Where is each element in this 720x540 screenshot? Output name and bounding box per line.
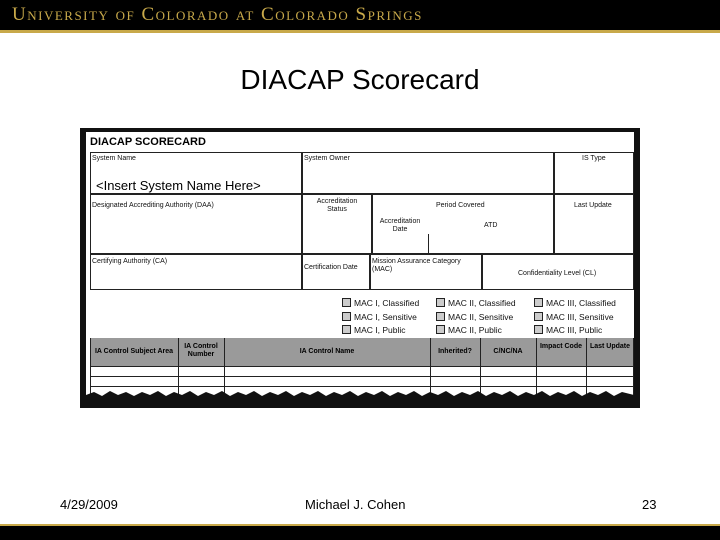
footer-author: Michael J. Cohen xyxy=(305,497,406,512)
header-last-update: Last Update xyxy=(589,343,631,350)
atd-label: ATD xyxy=(484,222,498,229)
header-impact-code: Impact Code xyxy=(539,343,582,350)
university-banner xyxy=(0,0,720,33)
banner-text: University of Colorado at Colorado Springs xyxy=(12,4,423,25)
table-divider xyxy=(430,338,431,398)
mac-option: MAC III, Classified xyxy=(534,298,616,308)
table-divider xyxy=(178,338,179,398)
checkbox-icon xyxy=(534,298,543,307)
confidentiality-label: Confidentiality Level (CL) xyxy=(518,270,597,277)
is-type-label: IS Type xyxy=(582,155,606,162)
mac-label: Mission Assurance Category (MAC) xyxy=(372,258,461,273)
system-owner-label: System Owner xyxy=(304,155,350,162)
footer-bar xyxy=(0,524,720,540)
table-divider xyxy=(633,338,634,398)
period-covered-label: Period Covered xyxy=(436,202,485,209)
checkbox-icon xyxy=(342,298,351,307)
header-subject-area: IA Control Subject Area xyxy=(94,348,174,355)
table-divider xyxy=(90,338,91,398)
mac-option: MAC III, Public xyxy=(534,325,602,335)
header-control-number: IA Control Number xyxy=(184,343,218,358)
mac-option: MAC II, Public xyxy=(436,325,502,335)
system-name-value: <Insert System Name Here> xyxy=(96,178,261,193)
form-title: DIACAP SCORECARD xyxy=(90,136,206,148)
header-control-name: IA Control Name xyxy=(299,348,355,355)
divider xyxy=(428,234,429,254)
table-divider xyxy=(224,338,225,398)
system-name-label: System Name xyxy=(92,155,136,162)
checkbox-icon xyxy=(436,298,445,307)
checkbox-icon xyxy=(342,325,351,334)
ca-label: Certifying Authority (CA) xyxy=(92,258,168,265)
checkbox-icon xyxy=(534,325,543,334)
table-divider xyxy=(536,338,537,398)
mac-option: MAC II, Classified xyxy=(436,298,516,308)
accreditation-date-label: Accreditation Date xyxy=(379,218,421,233)
checkbox-icon xyxy=(436,312,445,321)
checkbox-icon xyxy=(342,312,351,321)
mac-option: MAC I, Sensitive xyxy=(342,312,417,322)
accreditation-status-label: Accreditation Status xyxy=(316,198,358,213)
table-row-line xyxy=(90,366,634,367)
footer-date: 4/29/2009 xyxy=(60,497,118,512)
last-update-label: Last Update xyxy=(574,202,612,209)
table-row-line xyxy=(90,386,634,387)
torn-edge xyxy=(86,390,634,402)
mac-option: MAC II, Sensitive xyxy=(436,312,513,322)
daa-label: Designated Accrediting Authority (DAA) xyxy=(92,202,214,209)
mac-option: MAC I, Public xyxy=(342,325,406,335)
scorecard-image xyxy=(80,128,640,408)
scorecard-form xyxy=(86,132,634,398)
table-row-line xyxy=(90,376,634,377)
certification-date-label: Certification Date xyxy=(304,264,358,271)
slide-title: DIACAP Scorecard xyxy=(240,64,480,95)
header-cnc-na: C/NC/NA xyxy=(493,348,523,355)
mac-option: MAC III, Sensitive xyxy=(534,312,614,322)
footer-page-number: 23 xyxy=(642,497,657,512)
checkbox-icon xyxy=(436,325,445,334)
certification-date-cell xyxy=(302,254,370,290)
header-inherited: Inherited? xyxy=(438,348,472,355)
checkbox-icon xyxy=(534,312,543,321)
table-divider xyxy=(586,338,587,398)
table-divider xyxy=(480,338,481,398)
mac-option: MAC I, Classified xyxy=(342,298,419,308)
